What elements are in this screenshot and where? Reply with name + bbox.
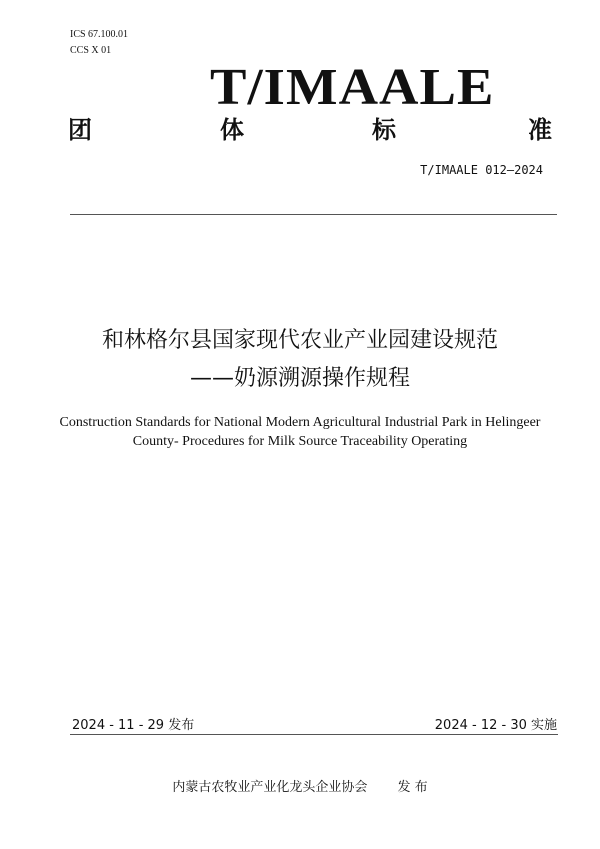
title-cn-line1: 和林格尔县国家现代农业产业园建设规范: [101, 328, 498, 353]
ccs-code: CCS X 01: [70, 45, 112, 56]
divider: [70, 734, 558, 735]
standard-number: T/IMAALE 012—2024: [420, 163, 543, 177]
title-cn-line2: ——奶源溯源操作规程: [189, 366, 410, 391]
kind-char: 团: [68, 116, 92, 144]
kind-char: 标: [372, 116, 396, 144]
ics-code: ICS 67.100.01: [70, 29, 129, 40]
divider: [70, 214, 557, 215]
publisher: 内蒙古农牧业产业化龙头企业协会 发 布: [172, 780, 428, 795]
title-en-line2: County- Procedures for Milk Source Traceability Operating: [132, 434, 468, 449]
title-en-line1: Construction Standards for National Modern Agricultural Industrial Park in Helingeer: [59, 415, 541, 430]
brand-logo-text: T/IMAALE: [210, 59, 495, 116]
kind-char: 体: [220, 116, 244, 144]
implement-date: 2024 - 12 - 30 实施: [434, 718, 557, 733]
kind-char: 准: [528, 116, 552, 144]
issue-date: 2024 - 11 - 29 发布: [72, 718, 195, 733]
